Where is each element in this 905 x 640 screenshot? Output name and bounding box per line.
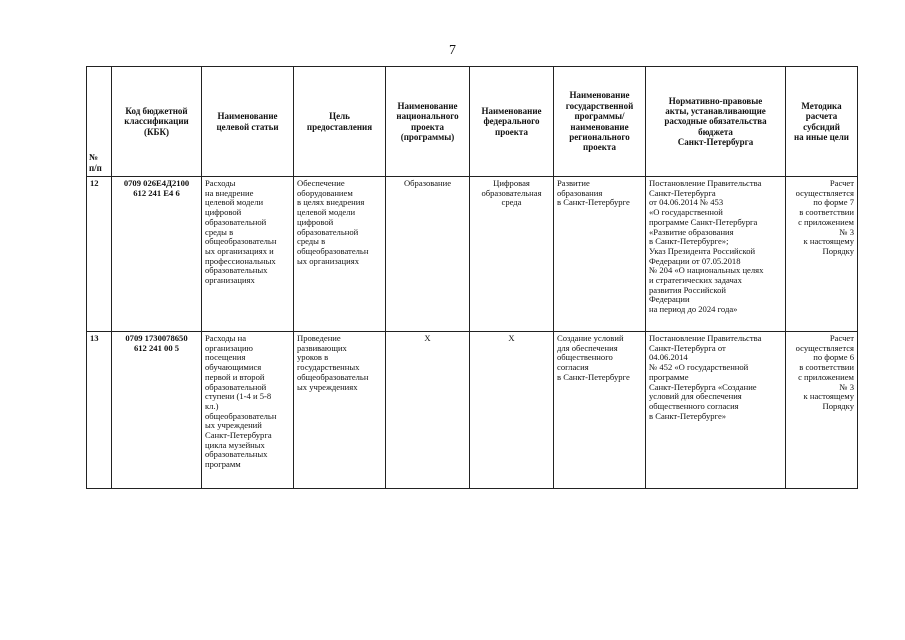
budget-table: [86, 66, 858, 489]
cell-purpose: Проведение развивающих уроков в государственных общеобразовательн ых учреждениях: [294, 332, 386, 489]
header-national-project: Наименование национального проекта (программы): [386, 67, 470, 177]
header-target-article: Наименование целевой статьи: [202, 67, 294, 177]
page-number: 7: [449, 43, 456, 58]
cell-target-article: Расходы на организацию посещения обучающимися первой и второй образовательной ступени (1-4 и 5-8 кл.) общеобразовательн ых учреждений Санкт-Петербурга цикла музейных образовательных программ: [202, 332, 294, 489]
cell-legal-acts: Постановление Правительства Санкт-Петербурга от 04.06.2014 № 453 «О государственной программе Санкт-Петербурга «Развитие образования в Санкт-Петербурге»; Указ Президента Российской Федерации от 07.05.2018 № 204 «О национальных целях и стратегических задачах развития Российской Федерации на период до 2024 года»: [646, 177, 786, 332]
cell-state-program: Развитие образования в Санкт-Петербурге: [554, 177, 646, 332]
cell-federal-project: Х: [470, 332, 554, 489]
header-federal-project: Наименование федерального проекта: [470, 67, 554, 177]
header-purpose: Цель предоставления: [294, 67, 386, 177]
cell-national-project: Х: [386, 332, 470, 489]
header-method: Методика расчета субсидий на иные цели: [786, 67, 858, 177]
table-row: [87, 332, 858, 489]
cell-num: 12: [87, 177, 112, 332]
cell-federal-project: Цифровая образовательная среда: [470, 177, 554, 332]
cell-method: Расчет осуществляется по форме 7 в соответствии с приложением № 3 к настоящему Порядку: [786, 177, 858, 332]
header-state-program: Наименование государственной программы/ наименование регионального проекта: [554, 67, 646, 177]
header-kbk: Код бюджетной классификации (КБК): [112, 67, 202, 177]
header-legal-acts: Нормативно-правовые акты, устанавливающие расходные обязательства бюджета Санкт-Петербурга: [646, 67, 786, 177]
table-row: [87, 177, 858, 332]
cell-purpose: Обеспечение оборудованием в целях внедрения целевой модели цифровой образовательной среды в общеобразовательн ых организациях: [294, 177, 386, 332]
cell-kbk: 0709 026Е4Д2100 612 241 Е4 6: [112, 177, 202, 332]
table-header-row: [87, 67, 858, 177]
cell-num: 13: [87, 332, 112, 489]
cell-kbk: 0709 1730078650 612 241 00 5: [112, 332, 202, 489]
cell-legal-acts: Постановление Правительства Санкт-Петербурга от 04.06.2014 № 452 «О государственной программе Санкт-Петербурга «Создание условий для обеспечения общественного согласия в Санкт-Петербурге»: [646, 332, 786, 489]
cell-target-article: Расходы на внедрение целевой модели цифровой образовательной среды в общеобразовательн ых организациях и профессиональных образовательных организациях: [202, 177, 294, 332]
cell-state-program: Создание условий для обеспечения общественного согласия в Санкт-Петербурге: [554, 332, 646, 489]
cell-national-project: Образование: [386, 177, 470, 332]
header-num: № п/п: [87, 67, 112, 177]
cell-method: Расчет осуществляется по форме 6 в соответствии с приложением № 3 к настоящему Порядку: [786, 332, 858, 489]
